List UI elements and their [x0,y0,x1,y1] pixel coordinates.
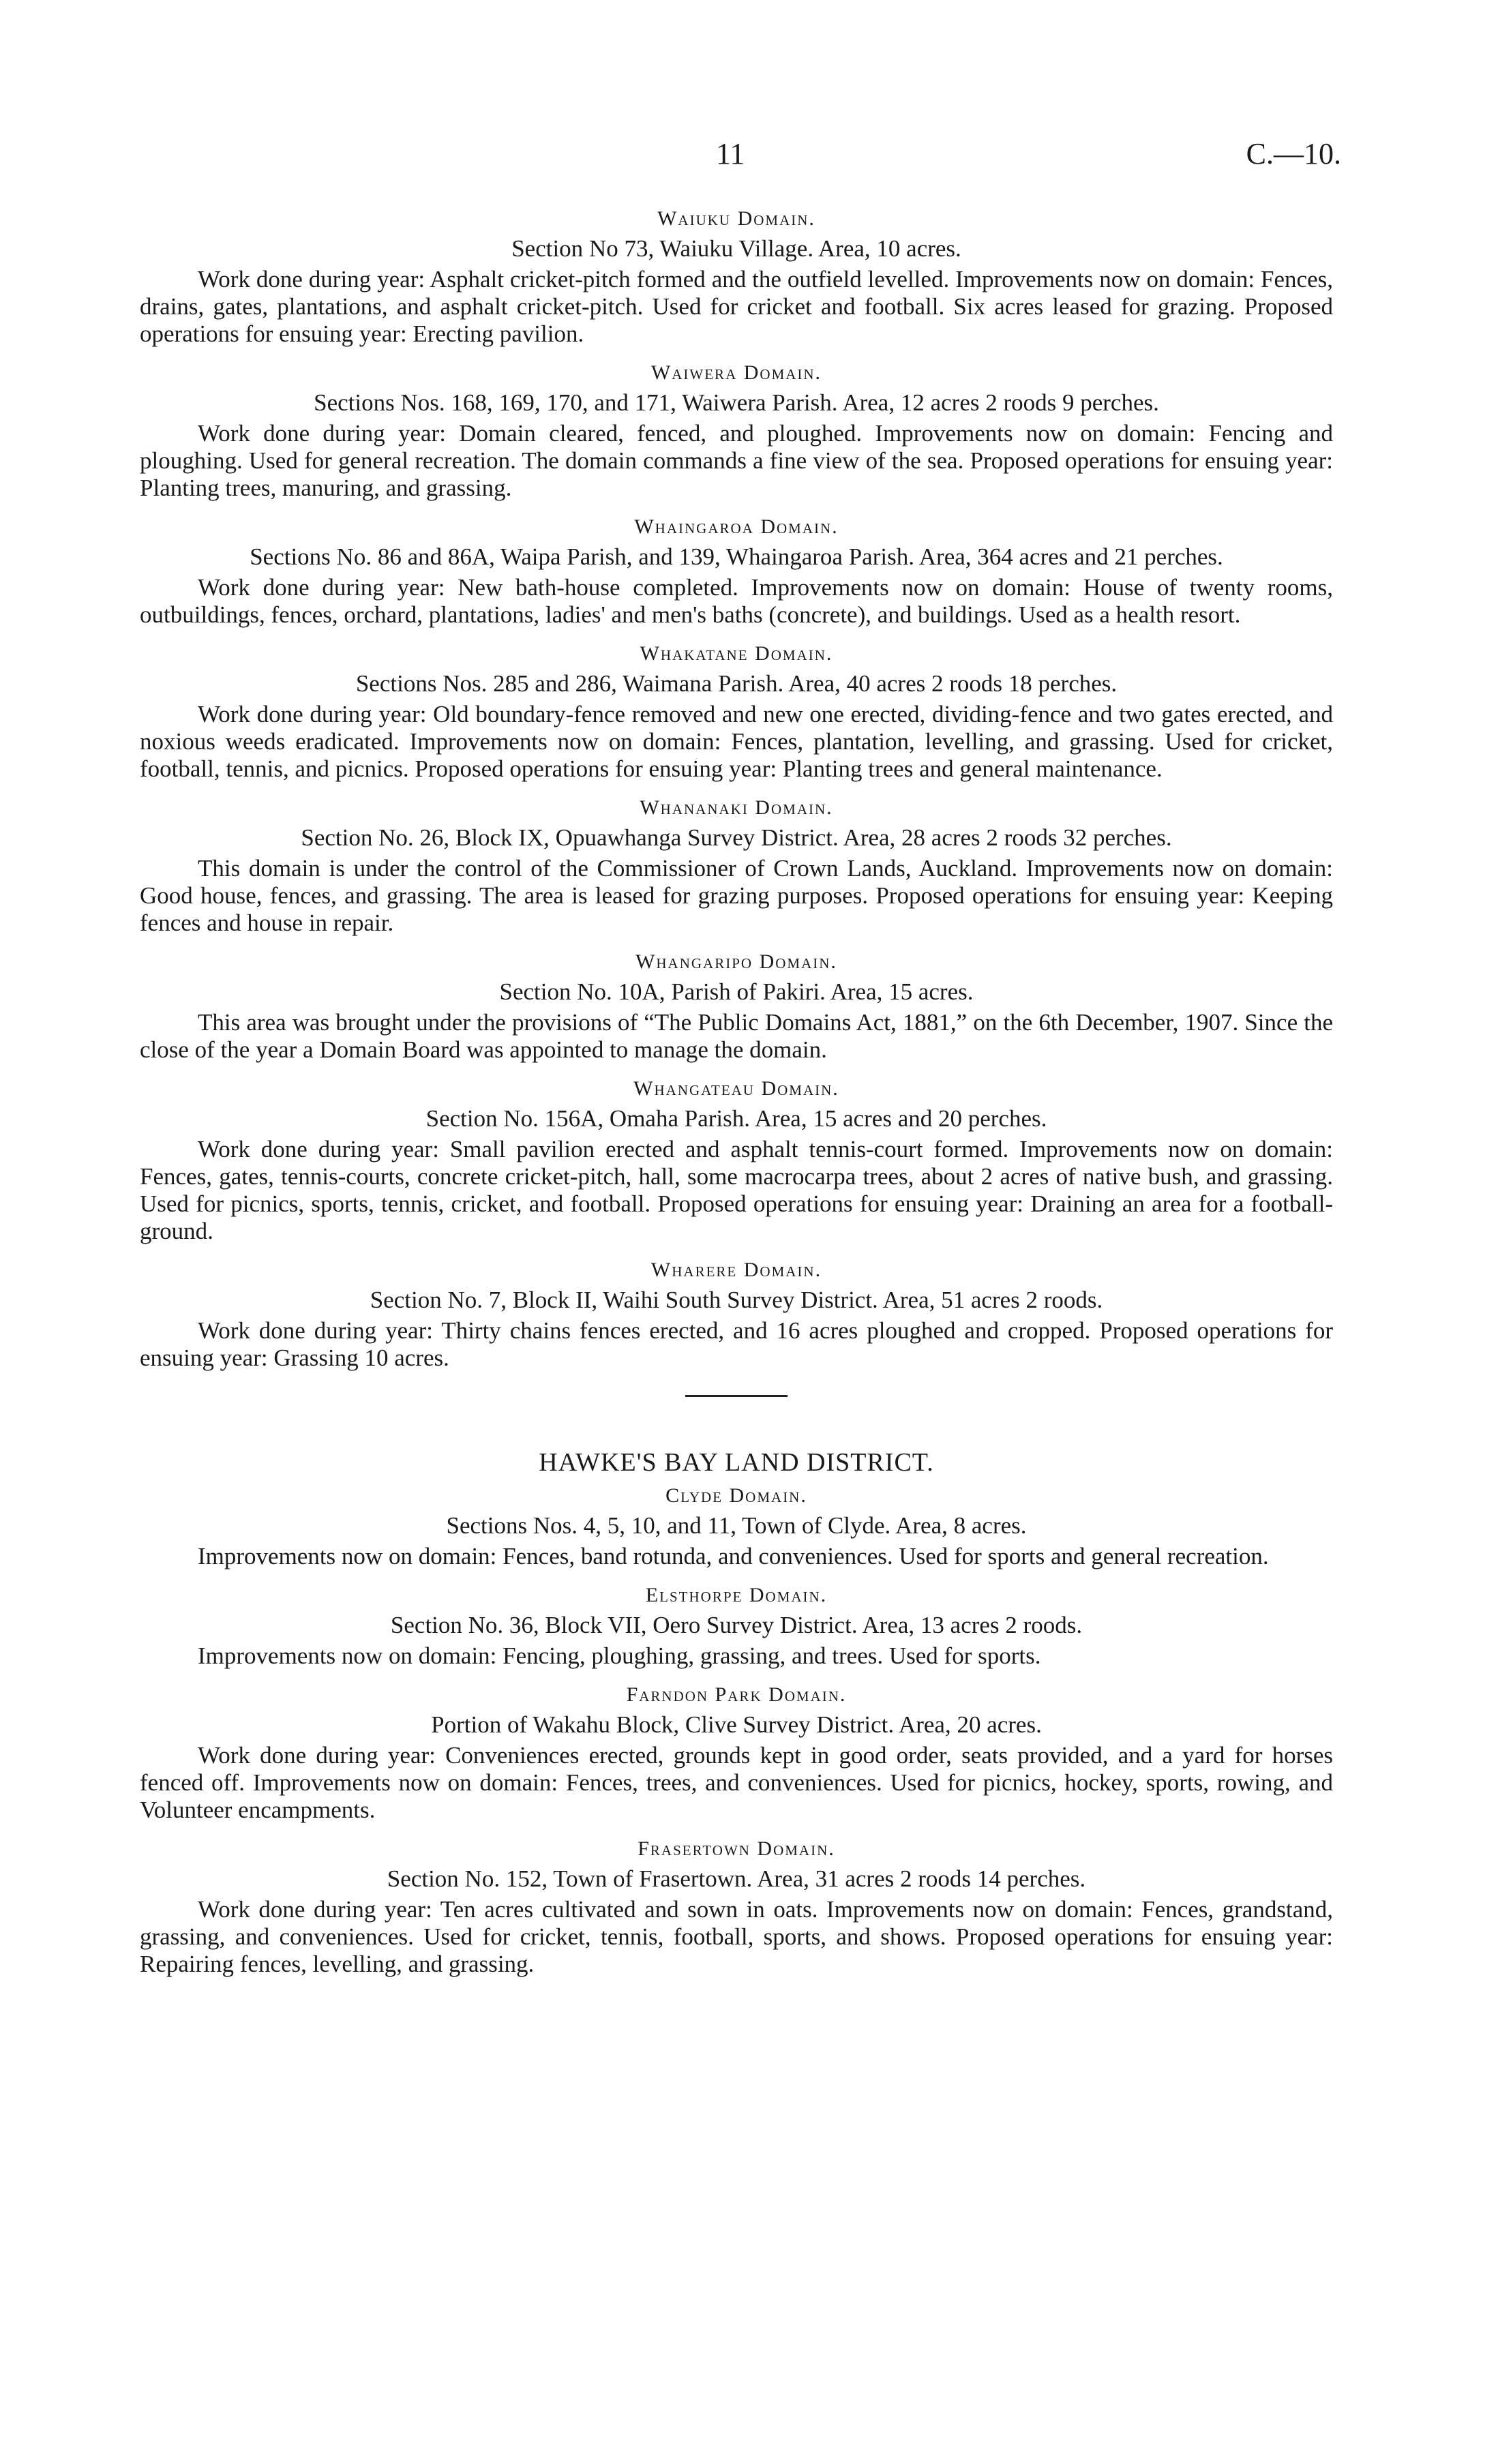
domain-title: Farndon Park Domain. [626,1683,847,1706]
auckland-domains-list [140,205,1333,1372]
domain-section-area: Section No. 152, Town of Frasertown. Area, 31 acres 2 roods 14 perches. [387,1865,1086,1892]
domain-section-area: Portion of Wakahu Block, Clive Survey District. Area, 20 acres. [431,1711,1042,1738]
domain-entry [140,794,1333,937]
domain-title: Clyde Domain. [665,1484,807,1507]
domain-section-area: Sections Nos. 4, 5, 10, and 11, Town of Clyde. Area, 8 acres. [446,1512,1027,1539]
domain-description: Work done during year: Ten acres cultivated and sown in oats. Improvements now on domain: Fences, grandstand, grassing, and conveniences. Used for cricket, tennis, football, sports, and shows. Proposed operations for ensuing year: Repairing fences, levelling, and grassing. [140,1896,1333,1977]
hawkes-bay-domains-list [140,1482,1333,1978]
domain-entry [140,1075,1333,1245]
domain-section-area: Section No. 10A, Parish of Pakiri. Area, 15 acres. [499,978,974,1005]
domain-title: Whakatane Domain. [640,642,833,665]
domain-title: Elsthorpe Domain. [645,1584,828,1606]
domain-description: This area was brought under the provisions of “The Public Domains Act, 1881,” on the 6th December, 1907. Since the close of the year a Domain Board was appointed to manage the domain. [140,1009,1333,1063]
domain-section-area: Section No. 26, Block IX, Opuawhanga Survey District. Area, 28 acres 2 roods 32 perches. [301,824,1172,851]
district-heading: HAWKE'S BAY LAND DISTRICT. [539,1448,934,1477]
page-content [140,205,1333,1989]
domain-section-area: Sections Nos. 285 and 286, Waimana Parish. Area, 40 acres 2 roods 18 perches. [355,670,1118,697]
domain-entry [140,205,1333,348]
domain-entry [140,948,1333,1064]
domain-description: Work done during year: Asphalt cricket-pitch formed and the outfield levelled. Improvements now on domain: Fences, drains, gates, plantations, and asphalt cricket-pitch. Used for cricket and football. Six acres leased for grazing. Proposed operations for ensuing year: Erecting pavilion. [140,266,1333,347]
domain-entry [140,1835,1333,1978]
domain-title: Frasertown Domain. [638,1837,835,1860]
domain-section-area: Section No 73, Waiuku Village. Area, 10 acres. [511,235,961,262]
domain-section-area: Section No. 7, Block II, Waihi South Survey District. Area, 51 acres 2 roods. [370,1287,1103,1313]
domain-entry [140,513,1333,629]
domain-title: Whananaki Domain. [640,796,833,819]
domain-section-area: Section No. 36, Block VII, Oero Survey District. Area, 13 acres 2 roods. [390,1612,1083,1638]
section-divider [685,1395,788,1397]
domain-description: Improvements now on domain: Fences, band rotunda, and conveniences. Used for sports and general recreation. [198,1543,1269,1569]
domain-entry [140,1482,1333,1570]
domain-section-area: Section No. 156A, Omaha Parish. Area, 15 acres and 20 perches. [425,1105,1047,1132]
domain-description: Work done during year: Thirty chains fences erected, and 16 acres ploughed and cropped. Proposed operations for ensuing year: Grassing 10 acres. [140,1317,1333,1371]
domain-title: Whangateau Domain. [633,1077,839,1100]
page-header [0,136,1498,177]
domain-title: Whangaripo Domain. [635,950,837,973]
domain-section-area: Sections Nos. 168, 169, 170, and 171, Waiwera Parish. Area, 12 acres 2 roods 9 perches. [314,389,1159,416]
domain-description: Improvements now on domain: Fencing, ploughing, grassing, and trees. Used for sports. [198,1642,1041,1669]
domain-title: Wharere Domain. [650,1259,822,1281]
domain-description: This domain is under the control of the Commissioner of Crown Lands, Auckland. Improvements now on domain: Good house, fences, and grassing. The area is leased for grazing purposes. Proposed operations for ensuing year: Keeping fences and house in repair. [140,855,1333,936]
domain-description: Work done during year: Domain cleared, fenced, and ploughed. Improvements now on domain: Fencing and ploughing. Used for general recreation. The domain commands a fine view of the sea. Proposed operations for ensuing year: Planting trees, manuring, and grassing. [140,420,1333,501]
domain-description: Work done during year: Small pavilion erected and asphalt tennis-court formed. Improvements now on domain: Fences, gates, tennis-courts, concrete cricket-pitch, hall, some macrocarpa trees, about 2 acres of native bush, and grassing. Used for picnics, sports, tennis, cricket, and football. Proposed operations for ensuing year: Draining an area for a football-ground. [140,1136,1333,1244]
domain-title: Waiuku Domain. [657,207,815,230]
domain-description: Work done during year: Old boundary-fence removed and new one erected, dividing-fence and two gates erected, and noxious weeds eradicated. Improvements now on domain: Fences, plantation, levelling, and grassing. Used for cricket, football, tennis, and picnics. Proposed operations for ensuing year: Planting trees and general maintenance. [140,701,1333,782]
domain-entry [140,1681,1333,1824]
domain-title: Waiwera Domain. [650,361,822,384]
domain-entry [140,640,1333,783]
domain-description: Work done during year: New bath-house completed. Improvements now on domain: House of twenty rooms, outbuildings, fences, orchard, plantations, ladies' and men's baths (concrete), and buildings. Used as a health resort. [140,574,1333,628]
document-reference: C.—10. [1246,137,1341,170]
domain-entry [140,359,1333,502]
page-number: 11 [716,137,745,170]
domain-entry [140,1581,1333,1670]
domain-title: Whaingaroa Domain. [634,515,839,538]
domain-section-area: Sections No. 86 and 86A, Waipa Parish, and 139, Whaingaroa Parish. Area, 364 acres and 21 perches. [250,543,1223,570]
domain-description: Work done during year: Conveniences erected, grounds kept in good order, seats provided, and a yard for horses fenced off. Improvements now on domain: Fences, trees, and conveniences. Used for picnics, hockey, sports, rowing, and Volunteer encampments. [140,1742,1333,1823]
domain-entry [140,1256,1333,1372]
